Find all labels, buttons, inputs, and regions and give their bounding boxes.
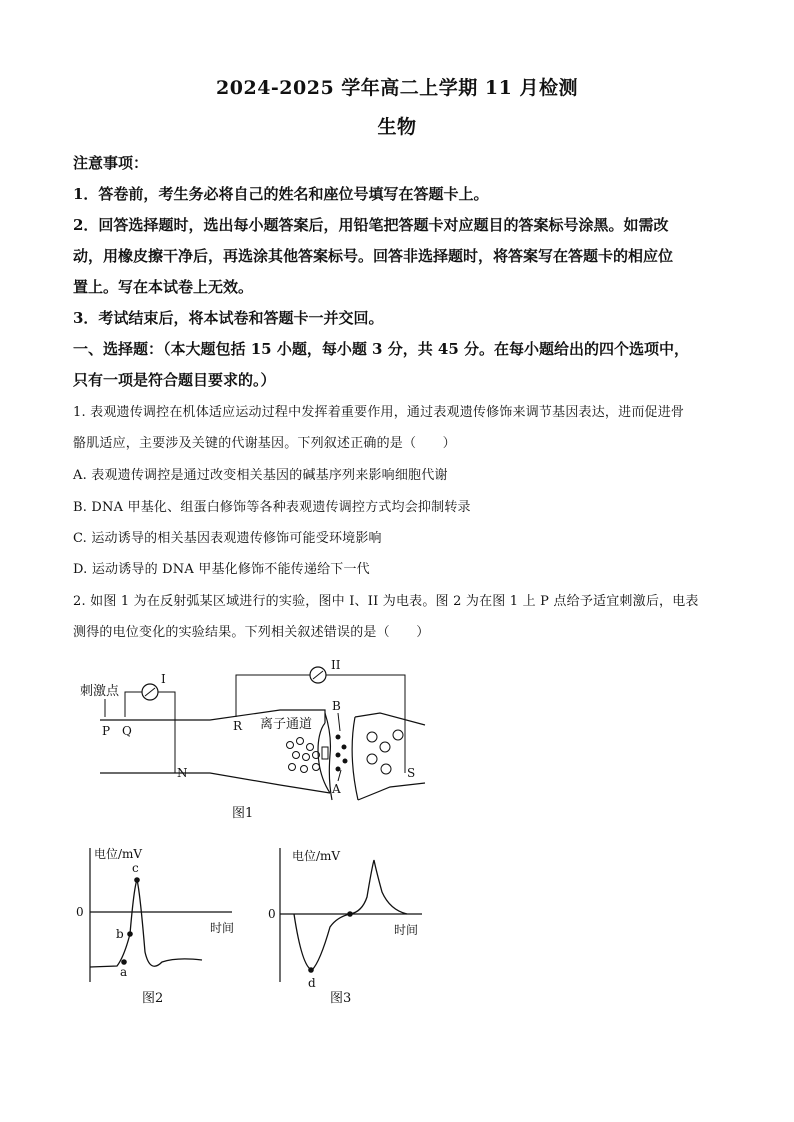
fig2-label-a: a — [120, 965, 128, 979]
point-r-label: R — [233, 719, 243, 733]
meter-2-label: 0 — [60, 655, 61, 656]
notice-line-4: 置上。写在本试卷上无效。 — [73, 278, 254, 296]
notice-line-1: 1．答卷前，考生务必将自己的姓名和座位号填写在答题卡上。 — [73, 185, 489, 203]
point-b-pointer — [338, 713, 340, 731]
point-a-label: A — [332, 782, 341, 796]
fig2-label-b: b — [116, 927, 124, 941]
fig3-label-d: d — [308, 976, 316, 990]
figure-1 — [60, 655, 460, 830]
neurotransmitter-dot — [336, 753, 341, 758]
fig2-caption: 图2 — [142, 991, 164, 1006]
postsynaptic-membrane — [352, 717, 358, 800]
fig3-point-d — [308, 967, 314, 973]
meter-1-wire-right — [158, 692, 175, 773]
q1-option-b: B. DNA 甲基化、组蛋白修饰等各种表观遗传调控方式均会抑制转录 — [73, 500, 471, 515]
postsynaptic-lower — [358, 783, 425, 800]
q2-stem-line-1: 2. 如图 1 为在反射弧某区域进行的实验，图中 I、II 为电表。图 2 为在图 1 上 P 点给予适宜刺激后，电表 — [73, 594, 699, 609]
point-q-label: Q — [122, 724, 132, 738]
q2-stem-line-2: 测得的电位变化的实验结果。下列相关叙述错误的是（ ） — [73, 625, 430, 640]
point-b-label: B — [332, 699, 341, 713]
meter-2-wire-right — [326, 675, 405, 773]
q1-stem-line-1: 1. 表观遗传调控在机体适应运动过程中发挥着重要作用，通过表观遗传修饰来调节基因表达，进而促进骨 — [73, 405, 685, 420]
ion-channel — [322, 747, 328, 759]
point-n-label: N — [177, 766, 188, 780]
neurotransmitter-dot — [336, 735, 341, 740]
notice-line-3: 动，用橡皮擦干净后，再选涂其他答案标号。回答非选择题时，将答案写在答题卡的相应位 — [73, 247, 674, 265]
vesicle — [307, 744, 314, 751]
subject-title: 生物 — [377, 116, 417, 138]
vesicle — [301, 766, 308, 773]
neurotransmitter-dot — [343, 759, 348, 764]
meter-1-needle — [145, 688, 155, 696]
vesicle — [293, 752, 300, 759]
notice-line-2: 2．回答选择题时，选出每小题答案后，用铅笔把答题卡对应题目的答案标号涂黑。如需改 — [73, 216, 669, 234]
vesicle — [287, 742, 294, 749]
fig2-label-c: c — [132, 861, 139, 875]
vesicle — [313, 764, 320, 771]
q1-option-d: D. 运动诱导的 DNA 甲基化修饰不能传递给下一代 — [73, 562, 370, 577]
vesicle — [297, 738, 304, 745]
receptor-vesicle — [381, 764, 391, 774]
figure-3 — [262, 842, 437, 1012]
fig2-zero-label: 0 — [76, 905, 84, 919]
receptor-vesicle — [367, 754, 377, 764]
stimulus-label: 刺激点 — [80, 684, 120, 699]
point-p-label: P — [102, 724, 111, 738]
exam-title: 2024-2025 学年高二上学期 11 月检测 — [216, 77, 578, 99]
fig2-point-c — [134, 877, 140, 883]
meter-1-wire-left — [125, 692, 142, 717]
fig2-x-label: 时间 — [210, 921, 235, 935]
fig2-point-a — [121, 959, 127, 965]
meter-2-needle — [313, 671, 323, 679]
fig3-caption: 图3 — [330, 991, 352, 1006]
ion-channel-label: 离子通道 — [260, 717, 313, 732]
q1-option-c: C. 运动诱导的相关基因表观遗传修饰可能受环境影响 — [73, 531, 382, 546]
neurotransmitter-dot — [342, 745, 347, 750]
section-heading-line-2: 只有一项是符合题目要求的。） — [73, 371, 276, 389]
figure-2 — [72, 842, 247, 1012]
vesicle — [303, 754, 310, 761]
receptor-vesicle — [393, 730, 403, 740]
notice-line-5: 3．考试结束后，将本试卷和答题卡一并交回。 — [73, 309, 384, 327]
figure-1-caption: 图1 — [232, 806, 254, 821]
section-heading-line-1: 一、选择题：（本大题包括 15 小题，每小题 3 分，共 45 分。在每小题给出的四个选项中， — [73, 340, 690, 358]
fig3-x-label: 时间 — [394, 923, 419, 937]
axon-lower-membrane — [100, 773, 330, 793]
q1-option-a: A. 表观遗传调控是通过改变相关基因的碱基序列来影响细胞代谢 — [73, 468, 448, 483]
fig3-y-label: 电位/mV — [292, 849, 341, 863]
postsynaptic-upper — [355, 713, 425, 725]
neurotransmitter-dot — [336, 767, 341, 772]
fig2-y-label: 电位/mV — [94, 847, 143, 861]
fig3-zero-label: 0 — [268, 907, 276, 921]
meter-2-label-text: II — [331, 658, 341, 672]
receptor-vesicle — [380, 742, 390, 752]
fig2-point-b — [127, 931, 133, 937]
point-s-label: S — [407, 766, 416, 780]
meter-1-label: I — [161, 672, 166, 686]
vesicle — [289, 764, 296, 771]
receptor-vesicle — [367, 732, 377, 742]
fig3-zero-crossing — [347, 911, 353, 917]
fig2-curve — [90, 880, 202, 967]
notice-heading: 注意事项： — [73, 154, 149, 172]
q1-stem-line-2: 骼肌适应，主要涉及关键的代谢基因。下列叙述正确的是（ ） — [73, 436, 456, 451]
point-a-pointer — [338, 770, 341, 781]
